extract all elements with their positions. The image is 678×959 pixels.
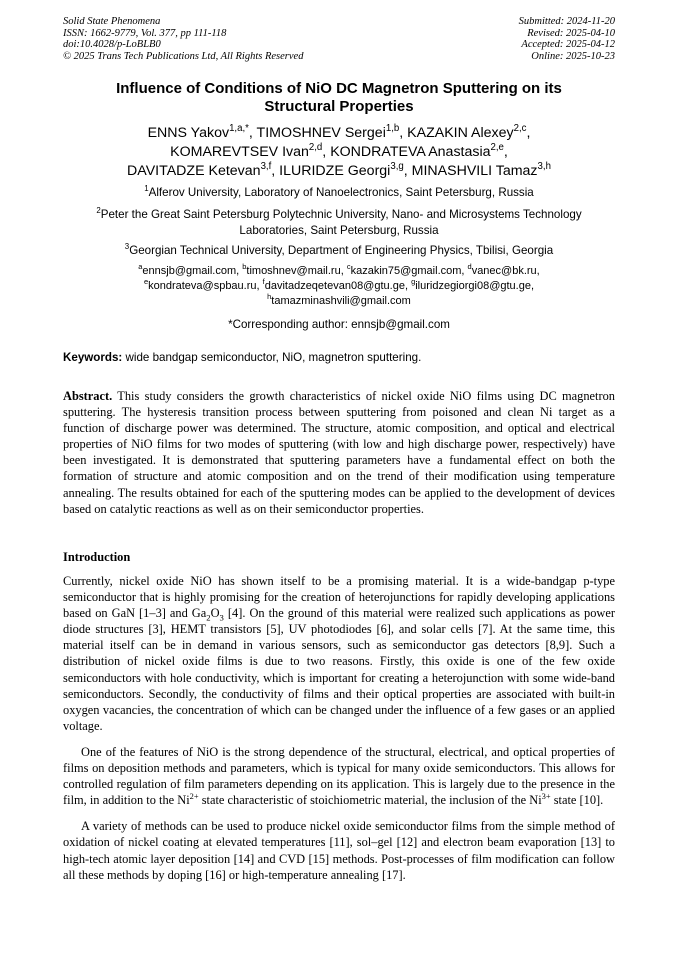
author-sup: 3,h [537, 160, 551, 172]
paper-title [63, 80, 615, 116]
author-name: MINASHVILI Tamaz [411, 163, 538, 179]
revised-date: Revised: 2025-04-10 [527, 27, 615, 39]
introduction-body [63, 573, 615, 883]
affiliation-3: $^3$Georgian Technical University, Department of Engineering Physics, Tbilisi, Georgia [124, 241, 554, 257]
author-sup: 3,g [390, 160, 404, 172]
author-sup: 2,d [308, 141, 323, 153]
keywords [63, 350, 615, 365]
author-sup: 1,a,* [229, 122, 249, 134]
section-heading-introduction: Introduction [63, 550, 131, 564]
email-link[interactable]: tamazminashvili@gmail.com [271, 295, 411, 307]
title-line-2: Structural Properties [264, 98, 414, 115]
intro-paragraph-1: Currently, nickel oxide NiO has shown itself to be a promising material. It is a wide-bandgap p-type semiconductor that is highly promising for the creation of heterojunctions for rapidly developing applications based on GaN [1–3] and $Ga_2O_3$ [4]. On the ground of this material were realized such applications as power diode structures [3], HEMT transistors [5], UV photodiodes [6], and solar cells [7]. At the same time, this material itself can be in demand in various sensors, such as semiconductor gas detectors [8,9]. Such a distribution of nickel oxide films is due to two reasons. Firstly, this oxide is one of the few oxide semiconductors with hole conductivity, which is important for creating a heterojunction with some wide-band semiconductors. Secondly, the conductivity of films and their optical properties are associated with built-in oxygen vacancies, the concentration of which can be changed under the influence of a few gases or an applied voltage. [63, 574, 615, 733]
accepted-date: Accepted: 2025-04-12 [521, 39, 615, 51]
online-date: Online: 2025-10-23 [531, 50, 615, 62]
journal-name: Solid State Phenomena [63, 16, 161, 27]
affiliation-2: $^2$Peter the Great Saint Petersburg Polytechnic University, Nano- and Microsystems Technology Laboratories, Saint Petersburg, Russia [96, 205, 582, 237]
doi-line: doi:10.4028/p-LoBLB0 [63, 39, 161, 51]
intro-paragraph-2: One of the features of NiO is the strong dependence of the structural, electrical, and optical properties of films on deposition methods and parameters, which is typical for many oxide semiconductors. This allows for controlled regulation of film parameters depending on its application. This is largely due to the presence in the film, in addition to the $Ni^{2+}$ state characteristic of stoichiometric material, the inclusion of the $Ni^{3+}$ state [10]. [63, 744, 615, 808]
author-name: ENNS Yakov [147, 125, 230, 141]
author-name: KOMAREVTSEV Ivan [170, 144, 309, 160]
email-list: $^a$ennsjb@gmail.com, $^b$timoshnev@mail.ru, $^c$kazakin75@gmail.com, $^d$vanec@bk.ru, $^e$kondrateva@spbau.ru, $^f$davitadzeqetevan08@gtu.ge, $^g$iluridzegiorgi08@gtu.ge, $^h$tamazminashvili@gmail.com [138, 261, 540, 307]
email-link[interactable]: davitadzeqetevan08@gtu.ge [264, 280, 405, 292]
title-line-1: Influence of Conditions of NiO DC Magnetron Sputtering on its [116, 80, 562, 97]
dates-info [519, 16, 615, 62]
abstract-label: Abstract. [63, 389, 113, 403]
email-link[interactable]: ennsjb@gmail.com [142, 265, 237, 277]
keywords-text: wide bandgap semiconductor, NiO, magnetron sputtering. [122, 351, 422, 364]
abstract-text: This study considers the growth characteristics of nickel oxide NiO films using DC magnetron sputtering. The hysteresis transition process between sputtering from poisoned and clean Ni target as a function of discharge power was determined. The structure, atomic composition, and optical and electrical properties of NiO films for two modes of sputtering (with low and high discharge power, respectively) have been investigated. It is demonstrated that sputtering parameters have a fundamental effect on both the formation of structure and atomic composition and on the trend of their modification using temperature annealing. The results obtained for each of the sputtering modes can be applied to the development of devices based on catalytic reactions as well as on their semiconductor properties. [63, 389, 615, 516]
author-sup: 3,f [260, 160, 272, 172]
author-list: ENNS Yakov$^{1,a,*}$, TIMOSHNEV Sergei$^{1,b}$, KAZAKIN Alexey$^{2,c}$, KOMAREVTSEV Ivan$^{2,d}$, KONDRATEVA Anastasia$^{2,e}$, DAVITADZE Ketevan$^{3,f}$, ILURIDZE Georgi$^{3,g}$, MINASHVILI Tamaz$^{3,h}$ [127, 122, 551, 179]
corresponding-author: *Corresponding author: ennsjb@gmail.com [228, 318, 450, 331]
author-sup: 2,e [490, 141, 504, 153]
submitted-date: Submitted: 2024-11-20 [518, 16, 615, 27]
email-link[interactable]: vanec@bk.ru [471, 265, 537, 277]
author-sup: 1,b [385, 122, 400, 134]
email-link[interactable]: kazakin75@gmail.com [350, 265, 462, 277]
abstract [63, 388, 615, 517]
keywords-label: Keywords: [63, 351, 123, 364]
author-name: ILURIDZE Georgi [279, 163, 391, 179]
intro-paragraph-3: A variety of methods can be used to produce nickel oxide semiconductor films from the simple method of oxidation of nickel coating at elevated temperatures [11], sol–gel [12] and electron beam evaporation [13] to high-tech atomic layer deposition [14] and CVD [15] methods. Post-processes of film modification can follow all these methods by doping [16] or high-temperature annealing [17]. [63, 819, 615, 882]
author-name: DAVITADZE Ketevan [127, 163, 261, 179]
email-link[interactable]: iluridzegiorgi08@gtu.ge [415, 280, 531, 292]
issn-line: ISSN: 1662-9779, Vol. 377, pp 111-118 [63, 27, 227, 39]
journal-info [63, 16, 303, 62]
author-name: KAZAKIN Alexey [407, 125, 514, 141]
email-link[interactable]: kondrateva@spbau.ru [148, 280, 257, 292]
author-name: TIMOSHNEV Sergei [256, 125, 386, 141]
author-name: KONDRATEVA Anastasia [330, 144, 491, 160]
author-sup: 2,c [513, 122, 527, 134]
affiliation-1: $^1$Alferov University, Laboratory of Nanoelectronics, Saint Petersburg, Russia [144, 183, 534, 199]
copyright-line: © 2025 Trans Tech Publications Ltd, All Rights Reserved [63, 50, 304, 62]
email-link[interactable]: timoshnev@mail.ru [246, 265, 341, 277]
